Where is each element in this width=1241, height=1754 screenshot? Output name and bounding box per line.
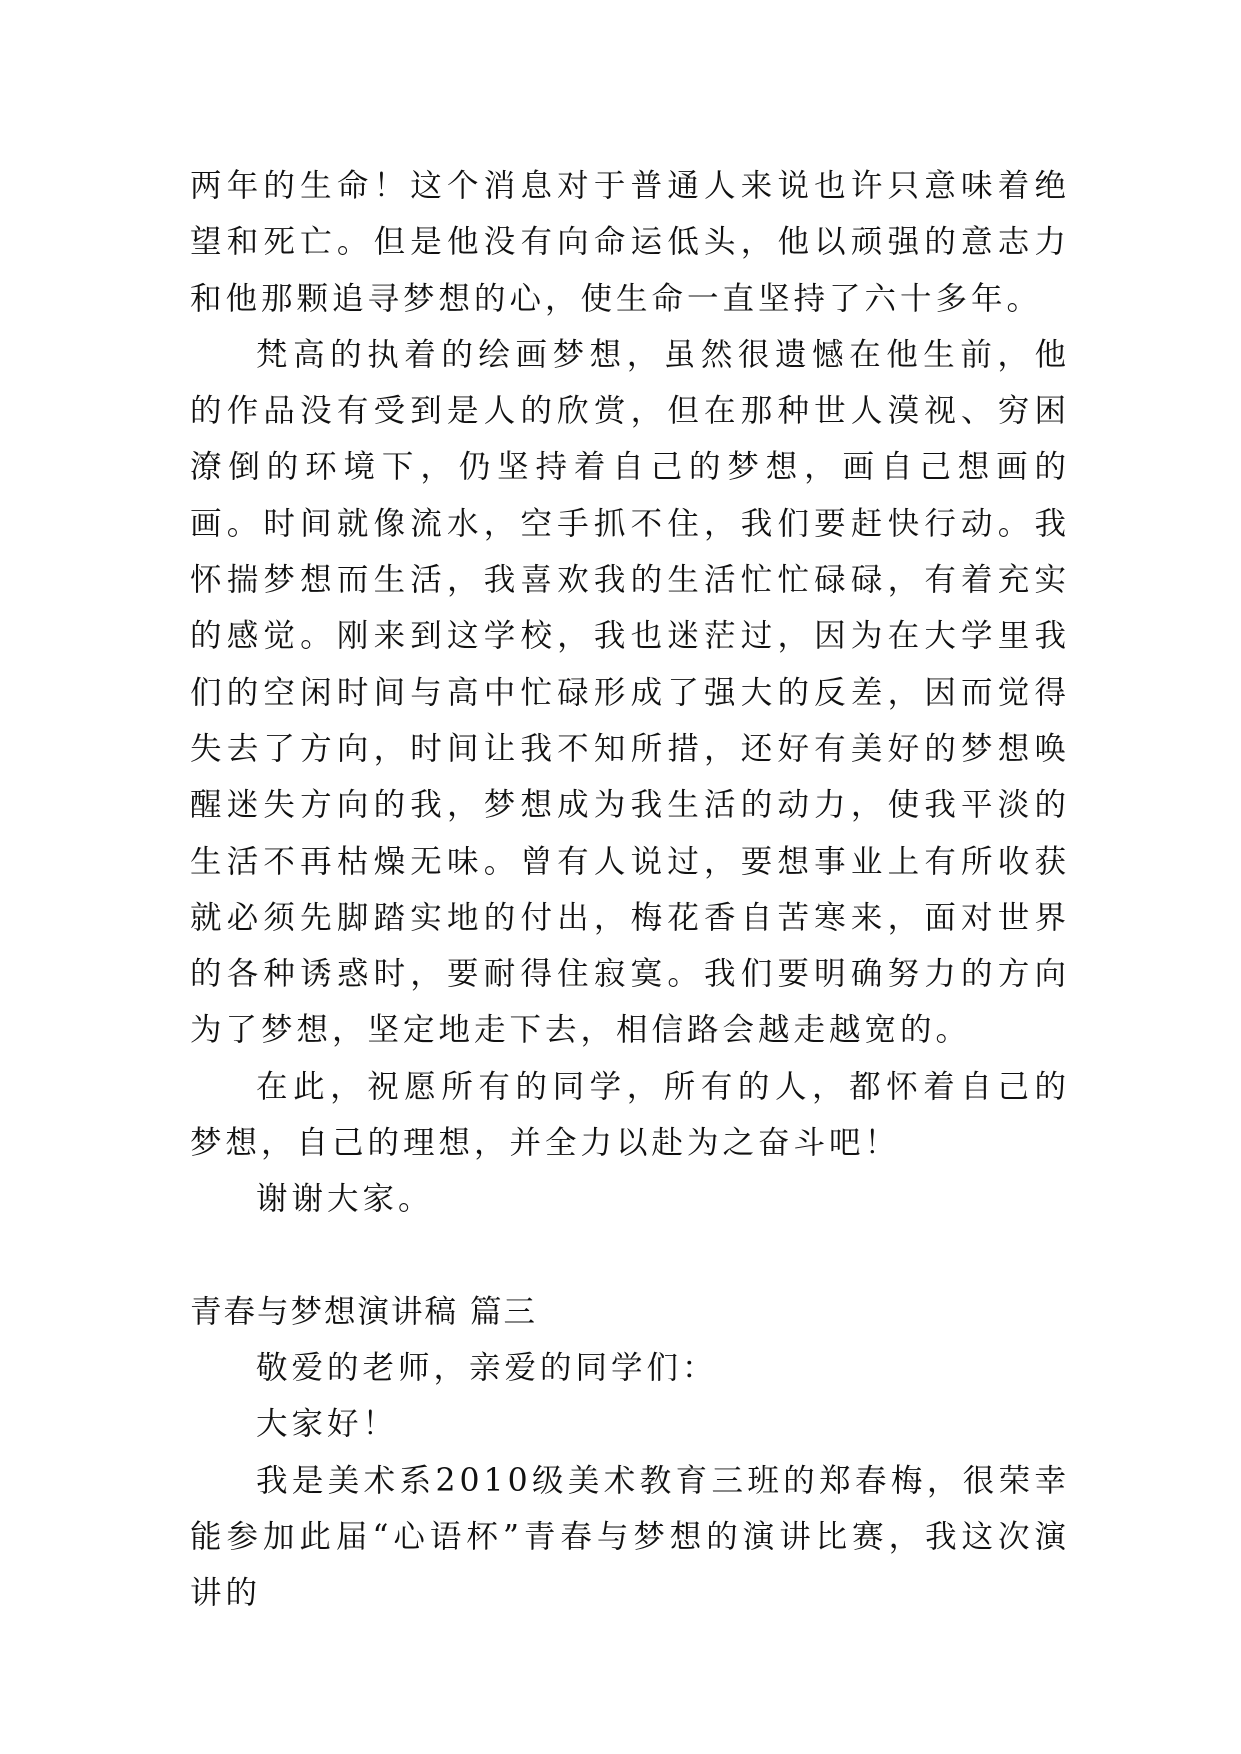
paragraph-greeting: 大家好！: [256, 1406, 399, 1443]
paragraph-salutation: 敬爱的老师，亲爱的同学们：: [256, 1349, 718, 1386]
paragraph-continuation: 两年的生命！这个消息对于普通人来说也许只意味着绝望和死亡。但是他没有向命运低头，他以顽强的意志力和他那颗追寻梦想的心，使生命一直坚持了六十多年。: [190, 168, 1070, 317]
section-heading: 青春与梦想演讲稿 篇三: [190, 1293, 538, 1330]
document-body: [190, 158, 1070, 1621]
paragraph-introduction: 我是美术系2010级美术教育三班的郑春梅，很荣幸能参加此届“心语杯”青春与梦想的演讲比赛，我这次演讲的: [190, 1462, 1070, 1612]
paragraph-van-gogh: 梵高的执着的绘画梦想，虽然很遗憾在他生前，他的作品没有受到是人的欣赏，但在那种世人漠视、穷困潦倒的环境下，仍坚持着自己的梦想，画自己想画的画。时间就像流水，空手抓不住，我们要赶快行动。我怀揣梦想而生活，我喜欢我的生活忙忙碌碌，有着充实的感觉。刚来到这学校，我也迷茫过，因为在大学里我们的空闲时间与高中忙碌形成了强大的反差，因而觉得失去了方向，时间让我不知所措，还好有美好的梦想唤醒迷失方向的我，梦想成为我生活的动力，使我平淡的生活不再枯燥无味。曾有人说过，要想事业上有所收获就必须先脚踏实地的付出，梅花香自苦寒来，面对世界的各种诱惑时，要耐得住寂寞。我们要明确努力的方向为了梦想，坚定地走下去，相信路会越走越宽的。: [190, 336, 1070, 1049]
paragraph-thanks: 谢谢大家。: [256, 1181, 434, 1218]
paragraph-wishes: 在此，祝愿所有的同学，所有的人，都怀着自己的梦想，自己的理想，并全力以赴为之奋斗吧！: [190, 1068, 1070, 1162]
